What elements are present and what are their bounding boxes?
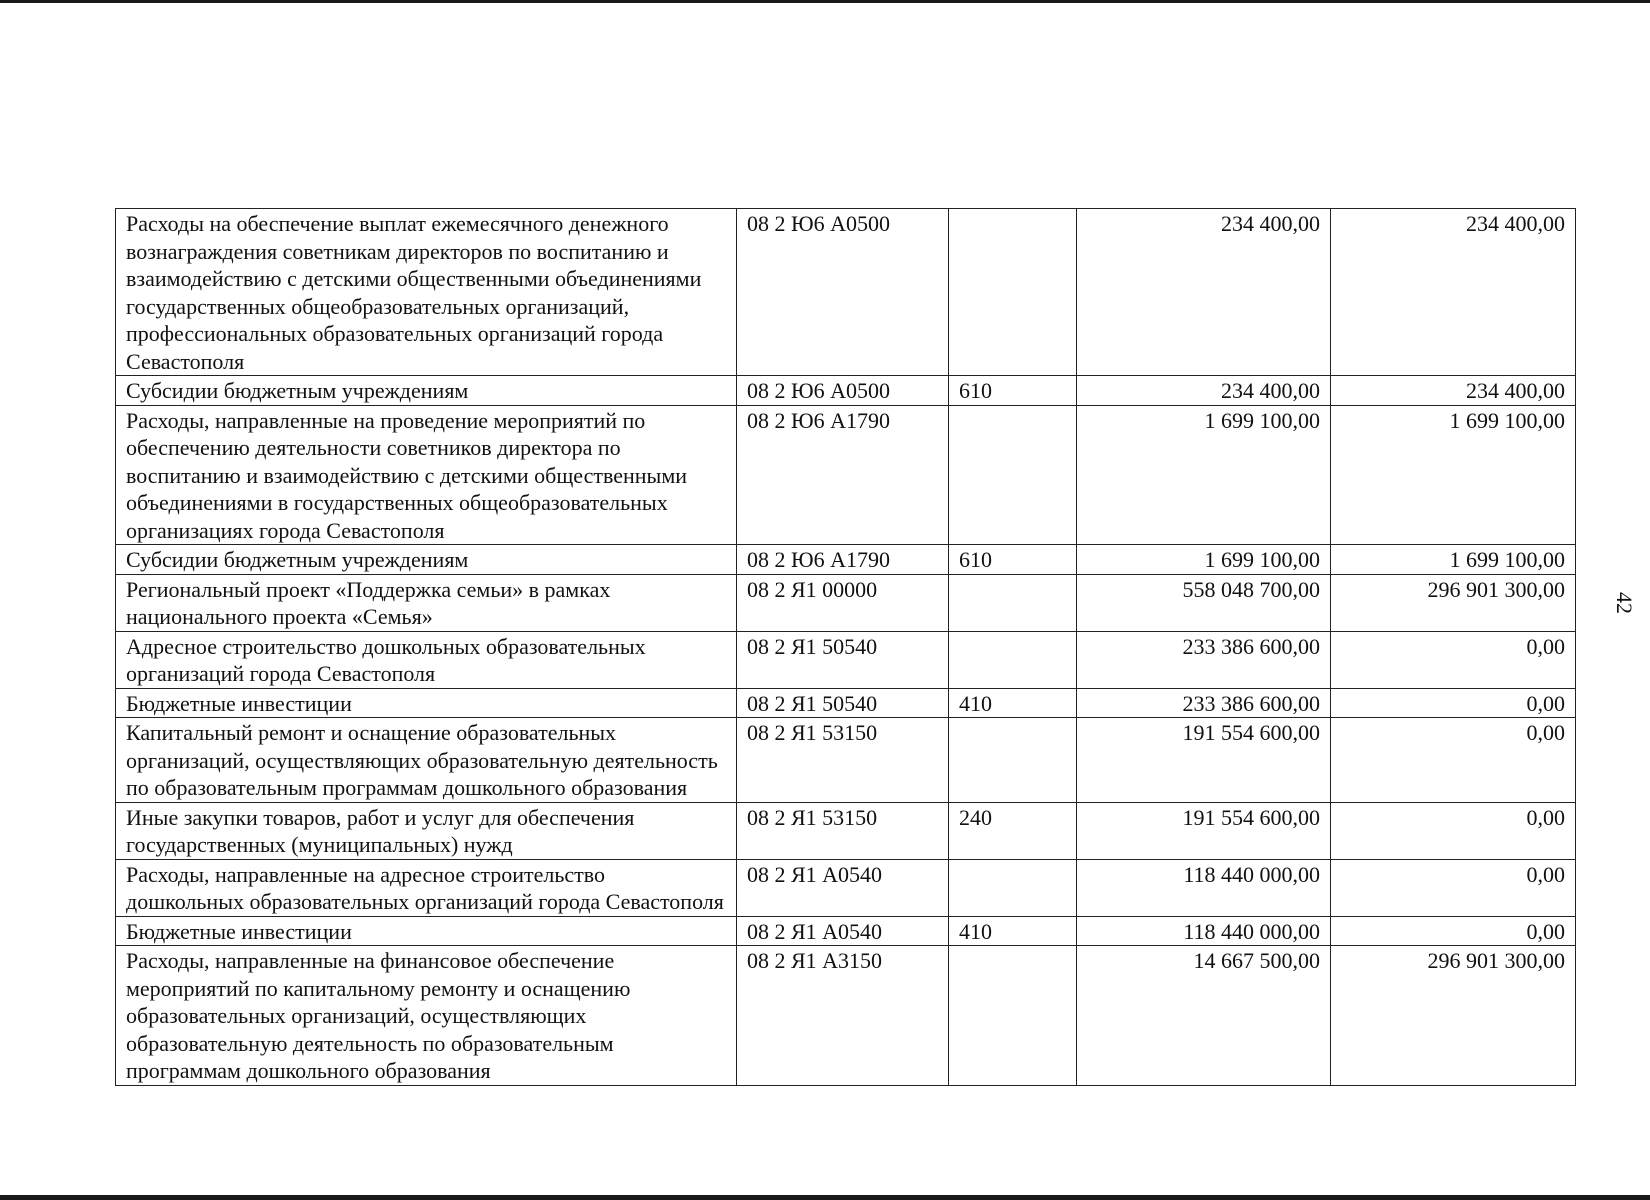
- row-amount-second: 0,00: [1331, 718, 1576, 803]
- row-amount-second: 296 901 300,00: [1331, 946, 1576, 1086]
- row-code: 08 2 Я1 А3150: [737, 946, 949, 1086]
- row-name: Расходы, направленные на финансовое обеспечение мероприятий по капитальному ремонту и оснащению образовательных организаций, осуществляющих образовательную деятельность по образовательным программам дошкольного образования: [116, 946, 737, 1086]
- table-row: [116, 946, 1576, 1086]
- row-name: Бюджетные инвестиции: [116, 688, 737, 718]
- row-amount-first: 191 554 600,00: [1077, 718, 1331, 803]
- row-code: 08 2 Я1 53150: [737, 718, 949, 803]
- row-code: 08 2 Я1 53150: [737, 802, 949, 859]
- budget-table: [115, 208, 1576, 1086]
- table-row: [116, 405, 1576, 545]
- row-expense-type: [949, 631, 1077, 688]
- row-expense-type: [949, 718, 1077, 803]
- row-code: 08 2 Ю6 А0500: [737, 209, 949, 376]
- table-row: [116, 376, 1576, 406]
- row-name: Субсидии бюджетным учреждениям: [116, 376, 737, 406]
- row-code: 08 2 Ю6 А1790: [737, 545, 949, 575]
- table-row: [116, 631, 1576, 688]
- top-edge-rule: [0, 0, 1650, 3]
- row-expense-type: [949, 209, 1077, 376]
- row-amount-second: 0,00: [1331, 631, 1576, 688]
- row-amount-first: 233 386 600,00: [1077, 688, 1331, 718]
- row-code: 08 2 Я1 50540: [737, 688, 949, 718]
- row-expense-type: 610: [949, 376, 1077, 406]
- row-code: 08 2 Я1 00000: [737, 574, 949, 631]
- row-amount-second: 234 400,00: [1331, 209, 1576, 376]
- row-name: Адресное строительство дошкольных образовательных организаций города Севастополя: [116, 631, 737, 688]
- row-expense-type: [949, 946, 1077, 1086]
- table-row: [116, 916, 1576, 946]
- row-code: 08 2 Я1 А0540: [737, 859, 949, 916]
- row-name: Расходы на обеспечение выплат ежемесячного денежного вознаграждения советникам директоров по воспитанию и взаимодействию с детскими общественными объединениями государственных общеобразовательных организаций, профессиональных образовательных организаций города Севастополя: [116, 209, 737, 376]
- row-code: 08 2 Ю6 А1790: [737, 405, 949, 545]
- row-name: Расходы, направленные на адресное строительство дошкольных образовательных организаций города Севастополя: [116, 859, 737, 916]
- row-expense-type: [949, 859, 1077, 916]
- row-amount-second: 0,00: [1331, 802, 1576, 859]
- table-row: [116, 718, 1576, 803]
- row-amount-second: 234 400,00: [1331, 376, 1576, 406]
- row-expense-type: 610: [949, 545, 1077, 575]
- row-amount-first: 1 699 100,00: [1077, 545, 1331, 575]
- table-row: [116, 209, 1576, 376]
- row-amount-second: 0,00: [1331, 916, 1576, 946]
- row-name: Иные закупки товаров, работ и услуг для обеспечения государственных (муниципальных) нужд: [116, 802, 737, 859]
- row-amount-second: 1 699 100,00: [1331, 545, 1576, 575]
- row-amount-second: 0,00: [1331, 859, 1576, 916]
- row-code: 08 2 Я1 50540: [737, 631, 949, 688]
- table-row: [116, 574, 1576, 631]
- row-expense-type: [949, 405, 1077, 545]
- table-row: [116, 859, 1576, 916]
- row-expense-type: 410: [949, 688, 1077, 718]
- budget-table-body: [116, 209, 1576, 1086]
- row-name: Бюджетные инвестиции: [116, 916, 737, 946]
- table-row: [116, 802, 1576, 859]
- row-code: 08 2 Я1 А0540: [737, 916, 949, 946]
- row-name: Субсидии бюджетным учреждениям: [116, 545, 737, 575]
- row-expense-type: 240: [949, 802, 1077, 859]
- row-amount-first: 118 440 000,00: [1077, 916, 1331, 946]
- table-row: [116, 688, 1576, 718]
- row-amount-first: 14 667 500,00: [1077, 946, 1331, 1086]
- row-name: Расходы, направленные на проведение мероприятий по обеспечению деятельности советников директора по воспитанию и взаимодействию с детскими общественными объединениями в государственных общеобразовательных организациях города Севастополя: [116, 405, 737, 545]
- table-row: [116, 545, 1576, 575]
- row-amount-first: 118 440 000,00: [1077, 859, 1331, 916]
- page-number: 42: [1612, 592, 1637, 614]
- row-amount-second: 1 699 100,00: [1331, 405, 1576, 545]
- bottom-edge-rule: [0, 1195, 1650, 1200]
- row-code: 08 2 Ю6 А0500: [737, 376, 949, 406]
- row-amount-second: 0,00: [1331, 688, 1576, 718]
- row-amount-first: 1 699 100,00: [1077, 405, 1331, 545]
- row-amount-second: 296 901 300,00: [1331, 574, 1576, 631]
- row-amount-first: 234 400,00: [1077, 376, 1331, 406]
- row-amount-first: 191 554 600,00: [1077, 802, 1331, 859]
- row-name: Региональный проект «Поддержка семьи» в рамках национального проекта «Семья»: [116, 574, 737, 631]
- row-expense-type: 410: [949, 916, 1077, 946]
- row-amount-first: 233 386 600,00: [1077, 631, 1331, 688]
- row-expense-type: [949, 574, 1077, 631]
- row-amount-first: 558 048 700,00: [1077, 574, 1331, 631]
- row-amount-first: 234 400,00: [1077, 209, 1331, 376]
- row-name: Капитальный ремонт и оснащение образовательных организаций, осуществляющих образовательную деятельность по образовательным программам дошкольного образования: [116, 718, 737, 803]
